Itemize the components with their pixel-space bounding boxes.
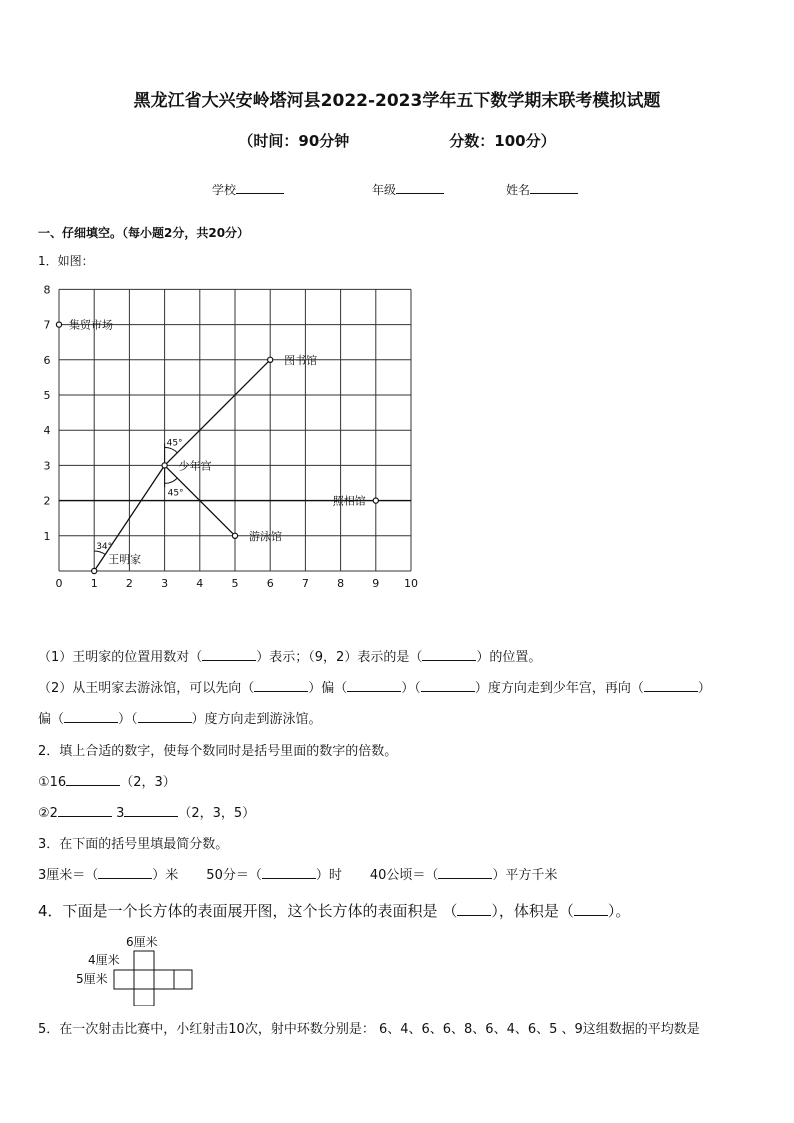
place-label: 少年宫 [178,459,212,473]
place-point [162,463,167,468]
place-point [92,568,97,573]
answer-blank[interactable] [457,903,491,916]
angle-arc-lower [165,478,178,483]
place-label: 王明家 [108,553,142,566]
exam-meta [0,130,794,151]
question-1-2: （2）从王明家去游泳馆，可以先向（ ）偏（ ）（ ）度方向走到少年宫，再向（ ） [38,681,711,696]
answer-blank[interactable] [202,648,256,661]
y-tick-label: 8 [43,283,51,297]
answer-blank[interactable] [644,679,698,692]
exam-score: 分数：100分） [449,132,556,150]
y-tick-label: 5 [43,389,51,402]
x-tick-label: 3 [161,577,169,590]
y-tick-label: 7 [43,318,51,332]
angle-label-lower: 45° [167,488,184,499]
net-faces [114,951,192,1006]
question-3-items: 3厘米＝（ ）米 50分＝（ ）时 40公顷＝（ ）平方千米 [38,868,558,883]
school-field[interactable]: 学校 [212,181,284,198]
x-tick-label: 9 [372,577,380,590]
place-label: 照相馆 [332,494,366,508]
place-point [232,533,237,538]
question-5: 5．在一次射击比赛中，小红射击10次，射中环数分别是： 6、4、6、6、8、6、4、6、5 、9这组数据的平均数是 [38,1022,700,1037]
y-tick-label: 4 [43,424,51,438]
place-point [373,498,378,503]
answer-blank[interactable] [66,773,120,786]
net-label-top: 6厘米 [126,935,158,949]
y-tick-label: 6 [43,353,51,367]
section-heading: 一、仔细填空。（每小题2分，共20分） [38,226,250,240]
answer-blank[interactable] [254,679,308,692]
answer-blank[interactable] [138,710,192,723]
x-tick-label: 8 [337,577,345,590]
question-2-1: ①16 （2，3） [38,775,176,790]
angle-label-home: 34° [96,542,113,552]
exam-time: （时间：90分钟 [238,132,350,150]
question-1-2-cont: 偏（ ）（ ）度方向走到游泳馆。 [38,712,322,727]
angle-label-upper: 45° [166,438,183,449]
question-2: 2．填上合适的数字，使每个数同时是括号里面的数字的倍数。 [38,744,398,759]
answer-blank[interactable] [347,679,401,692]
answer-blank[interactable] [438,866,492,879]
question-2-2: ②2 3 （2，3，5） [38,806,256,821]
question-3: 3．在下面的括号里填最简分数。 [38,837,229,852]
grade-field[interactable]: 年级 [372,181,444,198]
coordinate-grid-figure [34,280,434,610]
answer-blank[interactable] [98,866,152,879]
x-tick-label: 6 [266,577,274,590]
x-tick-label: 2 [125,577,133,590]
y-tick-label: 3 [43,459,51,473]
place-point [56,322,61,327]
question-1-1: （1）王明家的位置用数对（ ）表示；（9，2）表示的是（ ）的位置。 [38,650,542,665]
place-label: 游泳馆 [249,529,282,543]
x-tick-label: 7 [301,577,309,590]
cuboid-net-figure [70,930,210,1006]
x-tick-label: 0 [55,577,63,590]
place-label: 集贸市场 [69,318,113,332]
x-tick-label: 5 [231,577,239,590]
x-tick-label: 1 [90,577,98,590]
net-label-left: 5厘米 [76,972,108,986]
place-label: 图书馆 [284,353,318,367]
x-tick-label: 4 [196,577,204,590]
answer-blank[interactable] [64,710,118,723]
x-tick-label: 10 [404,577,418,590]
answer-blank[interactable] [262,866,316,879]
y-tick-label: 2 [43,494,51,508]
page-title: 黑龙江省大兴安岭塔河县2022-2023学年五下数学期末联考模拟试题 [133,91,661,111]
answer-blank[interactable] [58,804,112,817]
net-label-mid: 4厘米 [88,953,120,967]
y-tick-label: 1 [43,529,51,543]
answer-blank[interactable] [421,679,475,692]
question-4: 4．下面是一个长方体的表面展开图，这个长方体的表面积是 （ ），体积是（ ）。 [38,902,631,920]
question-1-label: 1．如图： [38,254,94,268]
answer-blank[interactable] [574,903,608,916]
name-field[interactable]: 姓名 [506,181,578,198]
route-youth-palace-to-library [165,360,271,466]
answer-blank[interactable] [422,648,476,661]
answer-blank[interactable] [124,804,178,817]
place-point [268,357,273,362]
